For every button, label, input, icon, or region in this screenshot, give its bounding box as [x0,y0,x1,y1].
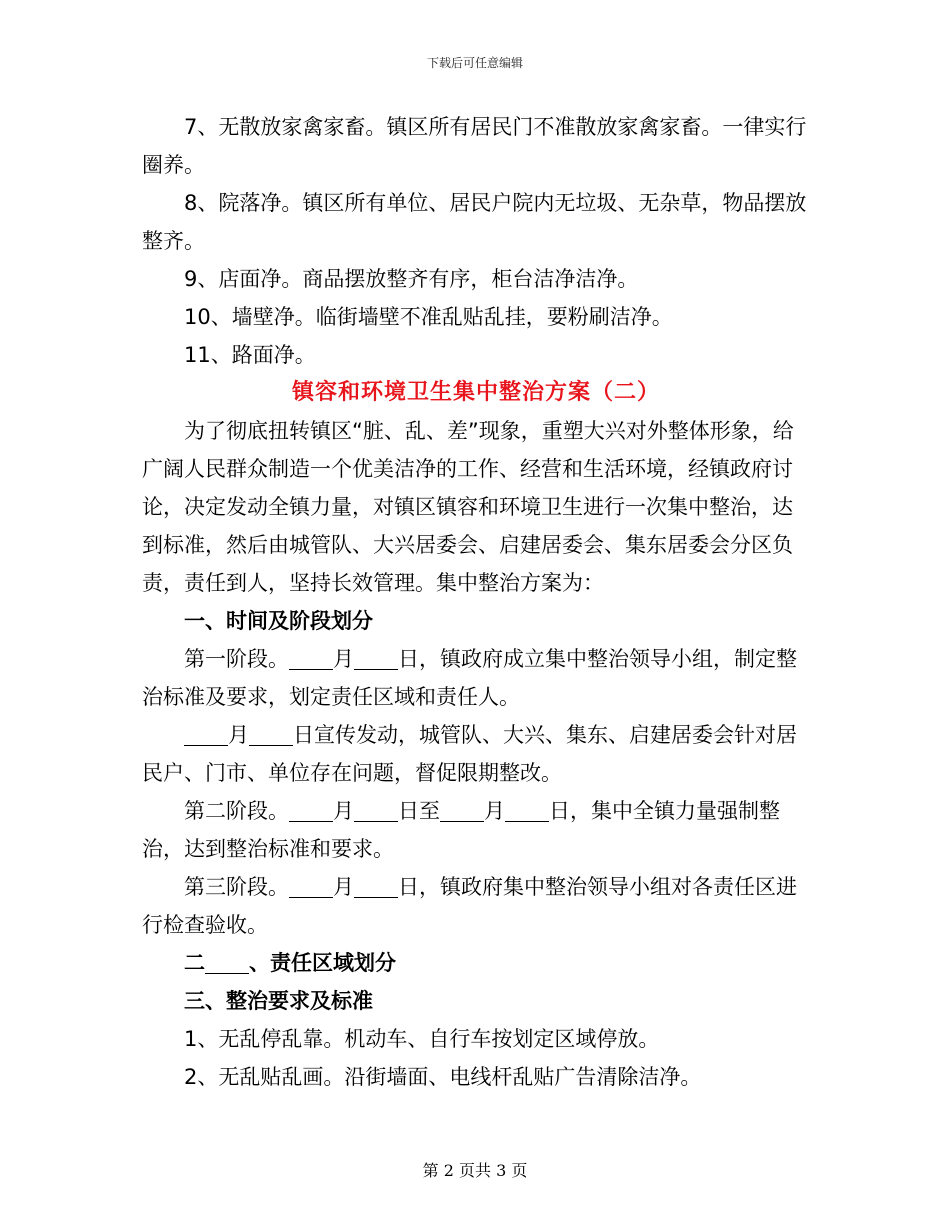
section-heading-3: 三、整治要求及标准 [184,989,373,1013]
paragraph-item-10: 10、墙壁净。临街墙壁不准乱贴乱挂，要粉刷洁净。 [184,305,673,329]
stage-3-text: 日，镇政府集中整治领导小组对各责任区进行检查验收。 [142,875,797,937]
month-text: 月 [333,875,354,899]
blank-day [249,721,293,746]
stage-1b-text: 日宣传发动，城管队、大兴、集东、启建居委会针对居民户、门市、单位存在问题，督促限期整改。 [142,723,797,785]
stage-3-paragraph [142,868,810,944]
document-title: 镇容和环境卫生集中整治方案（二） [291,380,660,405]
blank-month [289,645,333,670]
month-text: 月 [333,647,354,671]
paragraph-req-2: 2、无乱贴乱画。沿街墙面、电线杆乱贴广告清除洁净。 [184,1065,702,1089]
blank-month [289,873,333,898]
document-body [142,108,810,1096]
blank-month [440,797,484,822]
blank-day [505,797,549,822]
paragraph-item-7: 7、无散放家禽家畜。镇区所有居民门不准散放家禽家畜。一律实行圈养。 [142,115,807,177]
month-text: 月 [333,799,354,823]
paragraph-item-11: 11、路面净。 [184,343,316,367]
stage-2-label: 第二阶段。 [184,799,289,823]
stage-1-paragraph [142,640,810,716]
blank-day [354,797,398,822]
paragraph-item-9: 9、店面净。商品摆放整齐有序，柜台洁净洁净。 [184,267,639,291]
page-header: 下载后可任意编辑 [426,56,523,70]
stage-1b-paragraph [142,716,810,792]
blank-month [184,721,228,746]
section-2-number: 二 [184,951,205,975]
blank-day [354,645,398,670]
month-text: 月 [228,723,249,747]
stage-1-text: 日，镇政府成立集中整治领导小组，制定整治标准及要求，划定责任区域和责任人。 [142,647,797,709]
section-heading-2 [142,944,810,982]
blank-section [205,949,249,974]
page-footer: 第 2 页共 3 页 [422,1161,528,1180]
section-2-text: 、责任区域划分 [249,951,396,975]
stage-2-paragraph [142,792,810,868]
intro-paragraph: 为了彻底扭转镇区“脏、乱、差”现象，重塑大兴对外整体形象，给广阔人民群众制造一个优美洁净的工作、经营和生活环境，经镇政府讨论，决定发动全镇力量，对镇区镇容和环境卫生进行一次集中整治，达到标准，然后由城管队、大兴居委会、启建居委会、集东居委会分区负责，责任到人，坚持长效管理。集中整治方案为： [142,419,794,595]
paragraph-req-1: 1、无乱停乱靠。机动车、自行车按划定区域停放。 [184,1027,660,1051]
month-text: 月 [484,799,505,823]
stage-3-label: 第三阶段。 [184,875,289,899]
day-to-text: 日至 [398,799,440,823]
section-heading-1: 一、时间及阶段划分 [184,609,373,633]
blank-day [354,873,398,898]
blank-month [289,797,333,822]
stage-1-label: 第一阶段。 [184,647,289,671]
paragraph-item-8: 8、院落净。镇区所有单位、居民户院内无垃圾、无杂草，物品摆放整齐。 [142,191,807,253]
stage-2-text: 日，集中全镇力量强制整治，达到整治标准和要求。 [142,799,780,861]
